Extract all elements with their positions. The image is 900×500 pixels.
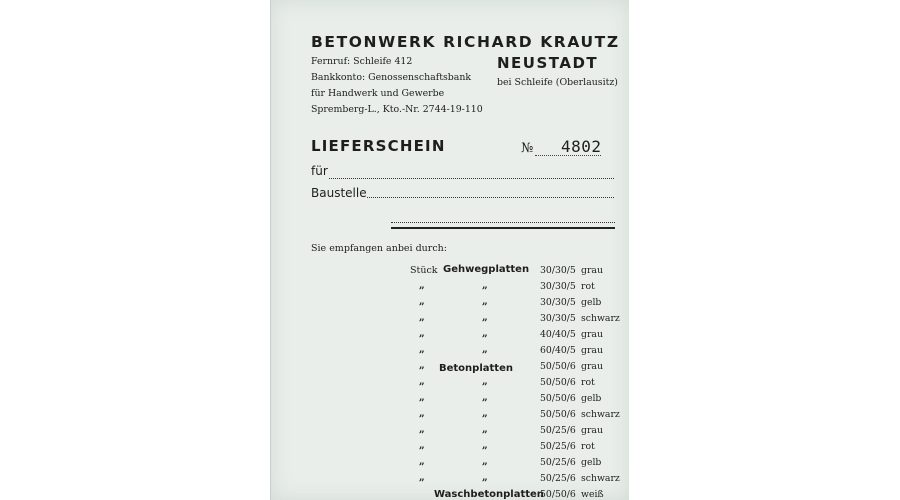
product-size: 30/30/5 [540, 281, 576, 292]
company-name: BETONWERK RICHARD KRAUTZ [311, 33, 620, 51]
number-label: № [521, 141, 534, 156]
product-size: 50/25/6 [540, 473, 576, 484]
for-label: für [311, 164, 328, 178]
product-color: rot [581, 281, 595, 292]
ditto-mark-qty: „ [419, 424, 425, 435]
ditto-mark-product: „ [482, 456, 488, 467]
product-size: 50/50/6 [540, 393, 576, 404]
product-size: 50/25/6 [540, 441, 576, 452]
delivery-note-paper [270, 0, 629, 500]
site-input-line[interactable] [367, 197, 614, 198]
product-size: 50/50/6 [540, 409, 576, 420]
bank-line-2: für Handwerk und Gewerbe [311, 88, 445, 99]
bank-line-3: Spremberg-L., Kto.-Nr. 2744-19-110 [311, 104, 483, 115]
intro-text: Sie empfangen anbei durch: [311, 243, 447, 254]
site-extra-line[interactable] [391, 222, 615, 223]
product-color: grau [581, 425, 603, 436]
group-betonplatten: Betonplatten [439, 363, 513, 374]
ditto-mark-product: „ [482, 344, 488, 355]
group-gehwegplatten: Gehwegplatten [443, 264, 530, 275]
product-color: rot [581, 441, 595, 452]
town-name: NEUSTADT [497, 54, 599, 72]
ditto-mark-product: „ [482, 280, 488, 291]
product-color: weiß [581, 489, 604, 500]
ditto-mark-product: „ [482, 440, 488, 451]
product-color: grau [581, 361, 603, 372]
site-label: Baustelle [311, 186, 367, 200]
ditto-mark-product: „ [482, 408, 488, 419]
product-size: 50/50/6 [540, 377, 576, 388]
ditto-mark-qty: „ [419, 280, 425, 291]
product-color: gelb [581, 457, 602, 468]
ditto-mark-product: „ [482, 376, 488, 387]
phone-line: Fernruf: Schleife 412 [311, 56, 413, 67]
product-color: grau [581, 265, 603, 276]
product-size: 30/30/5 [540, 313, 576, 324]
ditto-mark-qty: „ [419, 456, 425, 467]
product-size: 40/40/5 [540, 329, 576, 340]
qty-header: Stück [410, 265, 438, 276]
product-color: gelb [581, 297, 602, 308]
ditto-mark-product: „ [482, 392, 488, 403]
ditto-mark-qty: „ [419, 440, 425, 451]
product-size: 30/30/5 [540, 297, 576, 308]
product-size: 60/40/5 [540, 345, 576, 356]
product-color: gelb [581, 393, 602, 404]
ditto-mark-product: „ [482, 424, 488, 435]
product-size: 50/50/6 [540, 361, 576, 372]
document-number: 4802 [561, 137, 602, 156]
bank-line-1: Bankkonto: Genossenschaftsbank [311, 72, 472, 83]
ditto-mark-product: „ [482, 312, 488, 323]
separator-line [391, 227, 615, 229]
ditto-mark-qty: „ [419, 376, 425, 387]
ditto-mark-qty: „ [419, 360, 425, 371]
ditto-mark-qty: „ [419, 344, 425, 355]
product-color: grau [581, 329, 603, 340]
ditto-mark-qty: „ [419, 312, 425, 323]
group-waschbetonplatten: Waschbetonplatten [434, 489, 544, 500]
document-title: LIEFERSCHEIN [311, 137, 446, 155]
ditto-mark-qty: „ [419, 408, 425, 419]
product-color: schwarz [581, 313, 620, 324]
for-input-line[interactable] [329, 178, 614, 179]
product-color: grau [581, 345, 603, 356]
product-color: schwarz [581, 473, 620, 484]
ditto-mark-product: „ [482, 296, 488, 307]
product-color: rot [581, 377, 595, 388]
ditto-mark-qty: „ [419, 296, 425, 307]
product-size: 50/25/6 [540, 425, 576, 436]
ditto-mark-qty: „ [419, 328, 425, 339]
ditto-mark-product: „ [482, 328, 488, 339]
ditto-mark-product: „ [482, 472, 488, 483]
product-size: 50/50/6 [540, 489, 576, 500]
product-size: 50/25/6 [540, 457, 576, 468]
product-size: 30/30/5 [540, 265, 576, 276]
ditto-mark-qty: „ [419, 472, 425, 483]
town-subtitle: bei Schleife (Oberlausitz) [497, 77, 618, 88]
product-color: schwarz [581, 409, 620, 420]
ditto-mark-qty: „ [419, 392, 425, 403]
